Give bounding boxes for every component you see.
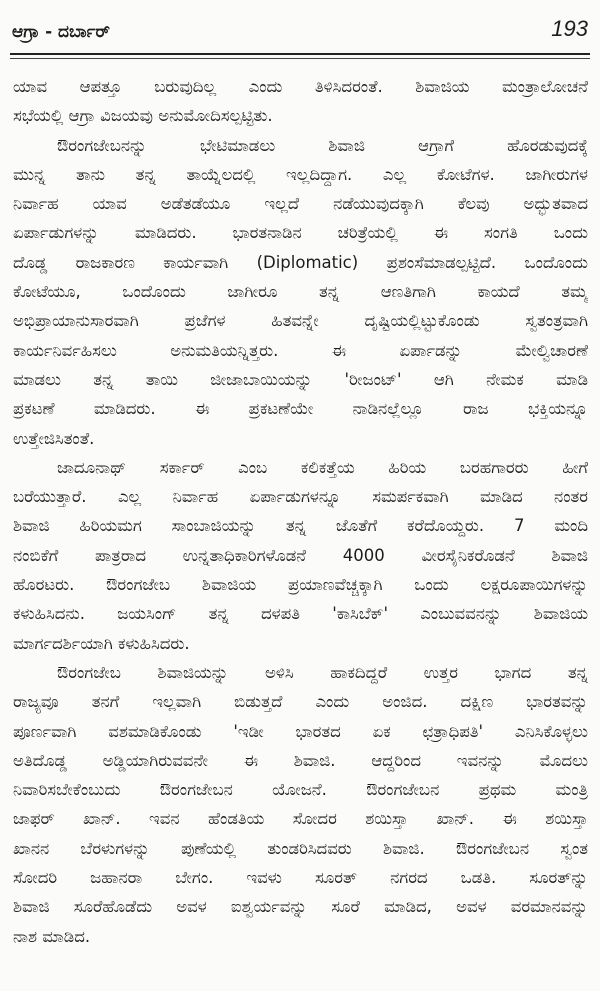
text-line: ಪೂರ್ಣವಾಗಿ ವಶಮಾಡಿಕೊಂಡು 'ಇಡೀ ಭಾರತದ ಏಕ ಛತ್ರಾಧಿಪತಿ' ಎನಿಸಿಕೊಳ್ಳಲು: [13, 721, 588, 741]
text-line: ಏರ್ಪಾಡುಗಳನ್ನು ಮಾಡಿದರು. ಭಾರತನಾಡಿನ ಚರಿತ್ರೆಯಲ್ಲಿ ಈ ಸಂಗತಿ ಒಂದು: [13, 223, 588, 243]
page-number: 193: [551, 16, 588, 41]
running-title: ಆಗ್ರಾ - ದರ್ಬಾರ್: [12, 22, 110, 42]
paragraph: [13, 658, 588, 951]
text-line: ಕಾರ್ಯನಿರ್ವಹಿಸಲು ಅನುಮತಿಯನ್ನಿತ್ತರು. ಈ ಏರ್ಪಾಡನ್ನು ಮೇಲ್ವಿಚಾರಣೆ: [13, 340, 588, 360]
text-line: ಹೊರಟರು. ಔರಂಗಜೇಬ ಶಿವಾಜಿಯ ಪ್ರಯಾಣವೆಚ್ಚಕ್ಕಾಗಿ ಒಂದು ಲಕ್ಷರೂಪಾಯಿಗಳನ್ನು: [13, 575, 588, 595]
text-line: ರಾಜ್ಯವೂ ತನಗೆ ಇಲ್ಲವಾಗಿ ಬಿಡುತ್ತದೆ ಎಂದು ಅಂಜಿದ. ದಕ್ಷಿಣ ಭಾರತವನ್ನು: [13, 692, 588, 712]
text-line: ಕಳುಹಿಸಿದನು. ಜಯಸಿಂಗ್ ತನ್ನ ದಳಪತಿ 'ಕಾಸಿಬೆಕ್' ಎಂಬುವವನನ್ನು ಶಿವಾಜಿಯ: [13, 604, 588, 624]
text-line: ನಂಬಿಕೆಗೆ ಪಾತ್ರರಾದ ಉನ್ನತಾಧಿಕಾರಿಗಳೊಡನೆ 4000 ವೀರಸೈನಿಕರೊಡನೆ ಶಿವಾಜಿ: [13, 545, 588, 565]
text-line: ಅತಿದೊಡ್ಡ ಅಡ್ಡಿಯಾಗಿರುವವನೇ ಈ ಶಿವಾಜಿ. ಆದ್ದರಿಂದ ಇವನನ್ನು ಮೊದಲು: [13, 750, 588, 770]
paragraph: [13, 453, 588, 658]
text-line: ನಿರ್ವಾಹ ಯಾವ ಅಡೆತಡೆಯೂ ಇಲ್ಲದೆ ನಡೆಯುವುದಕ್ಕಾಗಿ ಕೆಲವು ಅದ್ಭುತವಾದ: [13, 194, 588, 214]
text-line: ಜಾಫರ್ ಖಾನ್. ಇವನ ಹೆಂಡತಿಯ ಸೋದರ ಶಯಿಸ್ತಾ ಖಾನ್. ಈ ಶಯಿಸ್ತಾ: [13, 809, 588, 829]
paragraph: [13, 131, 588, 453]
text-line: ಕೋಟೆಯೂ, ಒಂದೊಂದು ಜಾಗೀರೂ ತನ್ನ ಆಣತಿಗಾಗಿ ಕಾಯದೆ ತಮ್ಮ: [13, 282, 588, 302]
text-line: ಜಾದೂನಾಥ್ ಸರ್ಕಾರ್ ಎಂಬ ಕಲಿಕತ್ತೆಯ ಹಿರಿಯ ಬರಹಗಾರರು ಹೀಗೆ: [57, 457, 588, 477]
text-line: ಸೋದರಿ ಜಹಾನರಾ ಬೇಗಂ. ಇವಳು ಸೂರತ್ ನಗರದ ಒಡತಿ. ಸೂರತ್‌ನ್ನು: [13, 868, 588, 888]
text-line: ಮಾಡಲು ತನ್ನ ತಾಯಿ ಜೀಜಾಬಾಯಿಯನ್ನು 'ರೀಜಂಟ್' ಆಗಿ ನೇಮಕ ಮಾಡಿ: [13, 369, 588, 389]
page-header: [12, 8, 588, 42]
text-line: ಔರಂಗಜೇಬ ಶಿವಾಜಿಯನ್ನು ಅಳಿಸಿ ಹಾಕದಿದ್ದರೆ ಉತ್ತರ ಭಾಗದ ತನ್ನ: [57, 662, 588, 682]
body-text: [13, 72, 588, 951]
text-line: ಅಭಿಪ್ರಾಯಾನುಸಾರವಾಗಿ ಪ್ರಜೆಗಳ ಹಿತವನ್ನೇ ದೃಷ್ಟಿಯಲ್ಲಿಟ್ಟುಕೊಂಡು ಸ್ವತಂತ್ರವಾಗಿ: [13, 311, 588, 331]
header-rule: [10, 53, 590, 59]
text-line: ಉತ್ತೇಜಿಸಿತಂತೆ.: [13, 428, 95, 448]
text-line: ಪ್ರಕಟಣೆ ಮಾಡಿದರು. ಈ ಪ್ರಕಟಣೆಯೇ ನಾಡಿನಲ್ಲೆಲ್ಲೂ ರಾಜ ಭಕ್ತಿಯನ್ನೂ: [13, 399, 588, 419]
text-line: ದೊಡ್ಡ ರಾಜಕಾರಣ ಕಾರ್ಯವಾಗಿ (Diplomatic) ಪ್ರಶಂಸೆಮಾಡಲ್ಪಟ್ಟಿದೆ. ಒಂದೊಂದು: [13, 252, 588, 272]
text-line: ಶಿವಾಜಿ ಸೂರೆಹೊಡೆದು ಅವಳ ಐಶ್ವರ್ಯವನ್ನು ಸೂರೆ ಮಾಡಿದ, ಅವಳ ವರಮಾನವನ್ನು: [13, 897, 588, 917]
text-line: ಬರೆಯುತ್ತಾರೆ. ಎಲ್ಲ ನಿರ್ವಾಹ ಏರ್ಪಾಡುಗಳನ್ನೂ ಸಮರ್ಪಕವಾಗಿ ಮಾಡಿದ ನಂತರ: [13, 487, 588, 507]
text-line: ಮಾರ್ಗದರ್ಶಿಯಾಗಿ ಕಳುಹಿಸಿದರು.: [13, 633, 190, 653]
text-line: ಯಾವ ಆಪತ್ತೂ ಬರುವುದಿಲ್ಲ ಎಂದು ತಿಳಿಸಿದರಂತೆ. ಶಿವಾಜಿಯ ಮಂತ್ರಾಲೋಚನೆ: [13, 77, 588, 96]
text-line: ಶಿವಾಜಿ ಹಿರಿಯಮಗ ಸಾಂಬಾಜಿಯನ್ನು ತನ್ನ ಜೊತೆಗೆ ಕರೆದೊಯ್ದರು. 7 ಮಂದಿ: [13, 516, 588, 536]
text-line: ನಾಶ ಮಾಡಿದ.: [13, 926, 91, 946]
text-line: ಮುನ್ನ ತಾನು ತನ್ನ ತಾಯ್ನೆಲದಲ್ಲಿ ಇಲ್ಲದಿದ್ದಾಗ. ಎಲ್ಲ ಕೋಟೆಗಳ. ಜಾಗೀರುಗಳ: [13, 164, 588, 184]
text-line: ಸಭೆಯಲ್ಲಿ ಆಗ್ರಾ ವಿಜಯವು ಅನುಮೋದಿಸಲ್ಪಟ್ಟಿತು.: [13, 106, 273, 126]
text-line: ನಿವಾರಿಸಬೇಕೆಂಬುದು ಔರಂಗಜೇಬನ ಯೋಜನೆ. ಔರಂಗಜೇಬನ ಪ್ರಥಮ ಮಂತ್ರಿ: [13, 780, 588, 800]
text-line: ಖಾನನ ಬೆರಳುಗಳನ್ನು ಪುಣೆಯಲ್ಲಿ ತುಂಡರಿಸಿದವರು ಶಿವಾಜಿ. ಔರಂಗಜೇಬನ ಸ್ವಂತ: [13, 838, 588, 858]
text-line: ಔರಂಗಜೇಬನನ್ನು ಭೇಟಿಮಾಡಲು ಶಿವಾಜಿ ಆಗ್ರಾಗೆ ಹೊರಡುವುದಕ್ಕೆ: [57, 135, 588, 155]
paragraph: [13, 72, 588, 131]
